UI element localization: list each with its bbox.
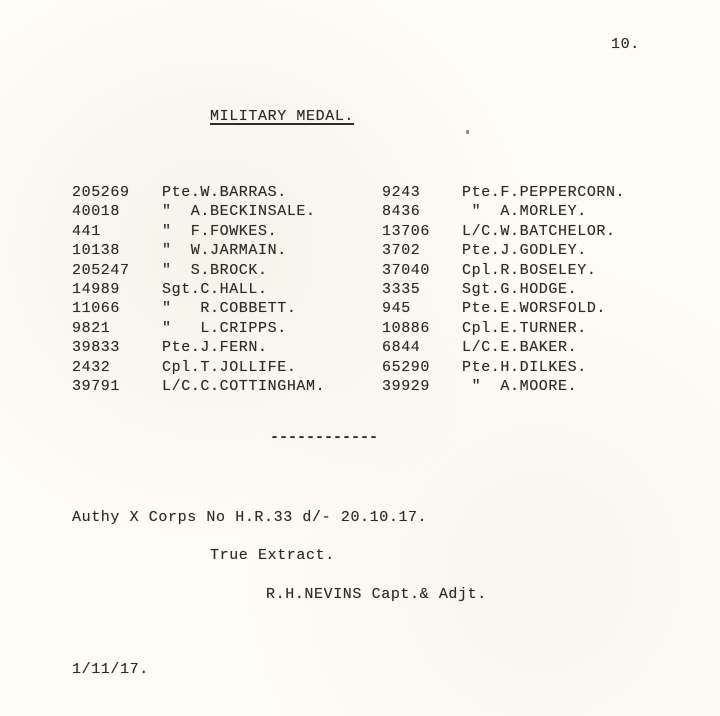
document-title: MILITARY MEDAL. <box>210 108 355 125</box>
recipient-name: L/C.C.COTTINGHAM. <box>162 377 326 395</box>
recipient-name: Pte.H.DILKES. <box>462 358 587 376</box>
list-row <box>0 320 720 339</box>
authority-line: Authy X Corps No H.R.33 d/- 20.10.17. <box>72 509 428 526</box>
service-number: 3702 <box>382 242 421 260</box>
service-number: 9821 <box>72 319 111 337</box>
recipient-name: Pte.E.WORSFOLD. <box>462 300 607 318</box>
recipient-name: Cpl.E.TURNER. <box>462 319 587 337</box>
service-number: 6844 <box>382 339 421 357</box>
service-number: 10886 <box>382 319 431 337</box>
service-number: 8436 <box>382 203 421 221</box>
service-number: 14989 <box>72 280 121 298</box>
recipient-name: " A.MORLEY. <box>462 203 587 221</box>
service-number: 11066 <box>72 300 121 318</box>
service-number: 2432 <box>72 358 111 376</box>
recipient-name: " F.FOWKES. <box>162 222 278 240</box>
service-number: 39791 <box>72 377 121 395</box>
document-date: 1/11/17. <box>72 661 149 678</box>
service-number: 65290 <box>382 358 431 376</box>
recipient-name: Pte.F.PEPPERCORN. <box>462 184 626 201</box>
list-row <box>0 242 720 261</box>
service-number: 13706 <box>382 222 431 240</box>
recipient-name: L/C.W.BATCHELOR. <box>462 222 616 240</box>
service-number: 9243 <box>382 184 421 201</box>
recipient-name: Sgt.G.HODGE. <box>462 280 578 298</box>
page-number: 10. <box>611 36 640 53</box>
recipient-name: Cpl.R.BOSELEY. <box>462 261 597 279</box>
recipient-name: " L.CRIPPS. <box>162 319 287 337</box>
service-number: 40018 <box>72 203 121 221</box>
list-row <box>0 184 720 203</box>
list-row <box>0 223 720 242</box>
recipient-name: L/C.E.BAKER. <box>462 339 578 357</box>
service-number: 205269 <box>72 184 130 201</box>
recipient-name: " W.JARMAIN. <box>162 242 287 260</box>
list-row <box>0 359 720 378</box>
service-number: 945 <box>382 300 411 318</box>
list-row <box>0 281 720 300</box>
service-number: 441 <box>72 222 101 240</box>
service-number: 205247 <box>72 261 130 279</box>
recipient-list <box>0 184 720 397</box>
recipient-name: Sgt.C.HALL. <box>162 280 268 298</box>
ink-speck <box>466 130 469 134</box>
list-row <box>0 262 720 281</box>
recipient-name: Cpl.T.JOLLIFE. <box>162 358 297 376</box>
list-row <box>0 203 720 222</box>
list-row <box>0 339 720 358</box>
recipient-name: " A.MOORE. <box>462 377 578 395</box>
signature-line: R.H.NEVINS Capt.& Adjt. <box>266 586 487 603</box>
service-number: 39929 <box>382 377 431 395</box>
service-number: 39833 <box>72 339 121 357</box>
service-number: 3335 <box>382 280 421 298</box>
service-number: 10138 <box>72 242 121 260</box>
certification-line: True Extract. <box>210 547 335 564</box>
recipient-name: Pte.J.GODLEY. <box>462 242 587 260</box>
recipient-name: Pte.W.BARRAS. <box>162 184 287 201</box>
recipient-name: " R.COBBETT. <box>162 300 297 318</box>
recipient-name: " A.BECKINSALE. <box>162 203 316 221</box>
service-number: 37040 <box>382 261 431 279</box>
recipient-name: Pte.J.FERN. <box>162 339 268 357</box>
dashed-separator: ------------ <box>270 429 379 446</box>
recipient-name: " S.BROCK. <box>162 261 268 279</box>
list-row <box>0 300 720 319</box>
list-row <box>0 378 720 397</box>
